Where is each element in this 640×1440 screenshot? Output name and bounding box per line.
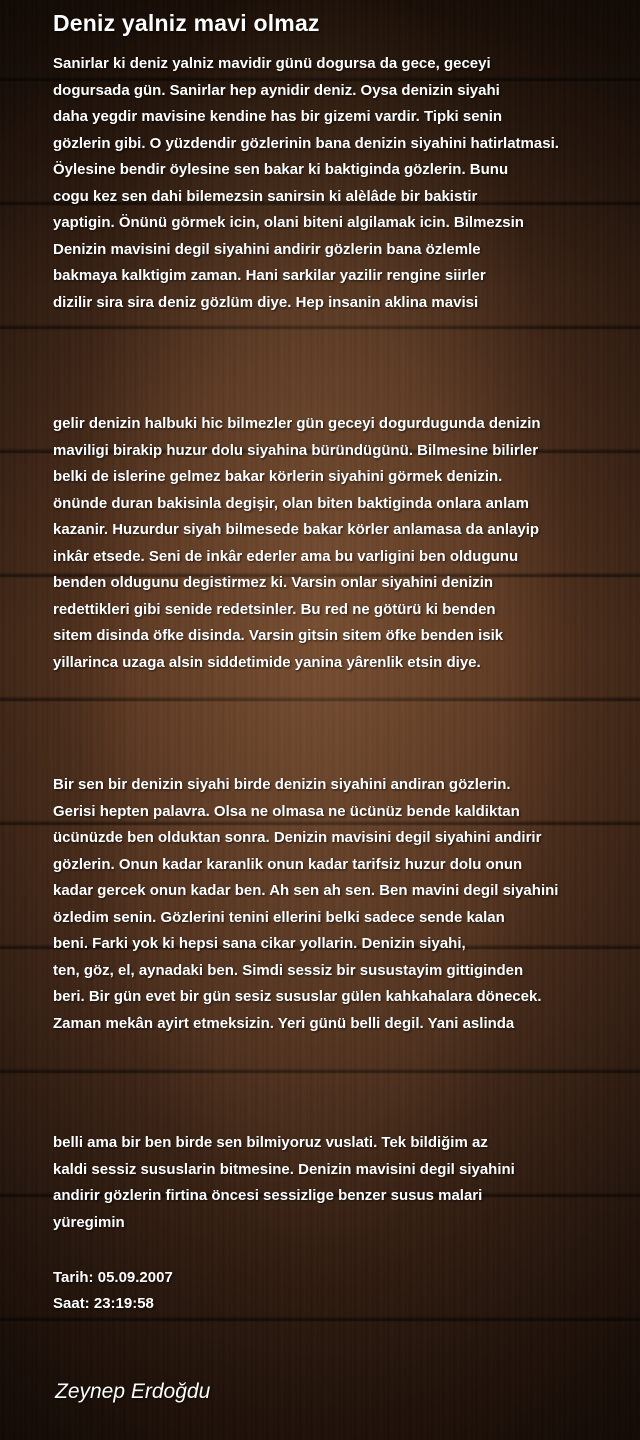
poem-title: Deniz yalniz mavi olmaz xyxy=(53,10,320,36)
poem-line: gözlerin. Onun kadar karanlik onun kadar tarifsiz huzur dolu onun xyxy=(53,855,523,873)
date-line: Tarih: 05.09.2007 xyxy=(53,1269,173,1286)
poem-line: maviligi birakip huzur dolu siyahina büründügünü. Bilmesine bilirler xyxy=(53,441,539,459)
stanza-1 xyxy=(53,51,633,316)
poem-line: ten, göz, el, aynadaki ben. Simdi sessiz bir susustayim gittiginden xyxy=(53,961,524,979)
poem-line: gelir denizin halbuki hic bilmezler gün geceyi dogurdugunda denizin xyxy=(53,415,541,432)
poem-line: Öylesine bendir öylesine sen bakar ki baktiginda gözlerin. Bunu xyxy=(53,161,509,178)
poem-line: ücünüzde ben olduktan sonra. Denizin mavisini degil siyahini andirir xyxy=(53,829,542,846)
poem-metadata xyxy=(53,1265,173,1317)
stanza-2 xyxy=(53,411,633,676)
poem-line: Denizin mavisini degil siyahini andirir gözlerin bana özlemle xyxy=(53,240,481,258)
poem-line: belli ama bir ben birde sen bilmiyoruz vuslati. Tek bildiğim az xyxy=(53,1134,488,1151)
poem-line: Zaman mekân ayirt etmeksizin. Yeri günü belli degil. Yani aslinda xyxy=(53,1014,515,1032)
poem-line: yillarinca uzaga alsin siddetimide yanina yârenlik etsin diye. xyxy=(53,653,481,671)
poem-line: kaldi sessiz sususlarin bitmesine. Denizin mavisini degil siyahini xyxy=(53,1160,515,1178)
poem-line: inkâr etsede. Seni de inkâr ederler ama bu varligini ben oldugunu xyxy=(53,547,519,565)
poem-line: gözlerin gibi. O yüzdendir gözlerinin bana denizin siyahini hatirlatmasi. xyxy=(53,134,559,152)
poem-line: beni. Farki yok ki hepsi sana cikar yollarin. Denizin siyahi, xyxy=(53,935,466,952)
poem-line: andirir gözlerin firtina öncesi sessizlige benzer susus malari xyxy=(53,1187,483,1204)
poem-line: Bir sen bir denizin siyahi birde denizin siyahini andiran gözlerin. xyxy=(53,776,511,793)
stanza-3 xyxy=(53,772,633,1037)
poem-line: sitem disinda öfke disinda. Varsin gitsin sitem öfke benden isik xyxy=(53,627,504,644)
poem-line: yaptigin. Önünü görmek icin, olani biteni algilamak icin. Bilmezsin xyxy=(53,214,524,231)
poem-line: beri. Bir gün evet bir gün sesiz sususlar gülen kahkahalara dönecek. xyxy=(53,988,542,1005)
author-name: Zeynep Erdoğdu xyxy=(55,1380,211,1403)
poem-line: benden oldugunu degistirmez ki. Varsin onlar siyahini denizin xyxy=(53,574,494,591)
time-line: Saat: 23:19:58 xyxy=(53,1295,154,1312)
poem-line: dogursada gün. Sanirlar hep aynidir deniz. Oysa denizin siyahi xyxy=(53,81,500,99)
poem-line: belki de islerine gelmez bakar körlerin siyahini görmek denizin. xyxy=(53,468,503,485)
poem-line: kazanir. Huzurdur siyah bilmesede bakar körler anlamasa da anlayip xyxy=(53,521,540,538)
poem-line: önünde duran bakisinla degişir, olan biten baktiginda onlara anlam xyxy=(53,494,529,512)
poem-line: redettikleri gibi senide redetsinler. Bu red ne götürü ki benden xyxy=(53,600,496,618)
poem-line: kadar gercek onun kadar ben. Ah sen ah sen. Ben mavini degil siyahini xyxy=(53,882,559,899)
poem-line: daha yegdir mavisine kendine has bir gizemi vardir. Tipki senin xyxy=(53,108,503,125)
stanza-4 xyxy=(53,1130,633,1236)
poem-line: bakmaya kalktigim zaman. Hani sarkilar yazilir rengine siirler xyxy=(53,267,486,284)
poem-line: cogu kez sen dahi bilemezsin sanirsin ki alèlâde bir bakistir xyxy=(53,187,478,205)
poem-line: dizilir sira sira deniz gözlüm diye. Hep insanin aklina mavisi xyxy=(53,293,479,311)
poem-line: Sanirlar ki deniz yalniz mavidir günü dogursa da gece, geceyi xyxy=(53,55,491,72)
poem-line: Gerisi hepten palavra. Olsa ne olmasa ne ücünüz bende kaldiktan xyxy=(53,802,520,820)
poem-line: özledim senin. Gözlerini tenini ellerini belki sadece sende kalan xyxy=(53,908,505,926)
poem-line: yüregimin xyxy=(53,1213,125,1231)
